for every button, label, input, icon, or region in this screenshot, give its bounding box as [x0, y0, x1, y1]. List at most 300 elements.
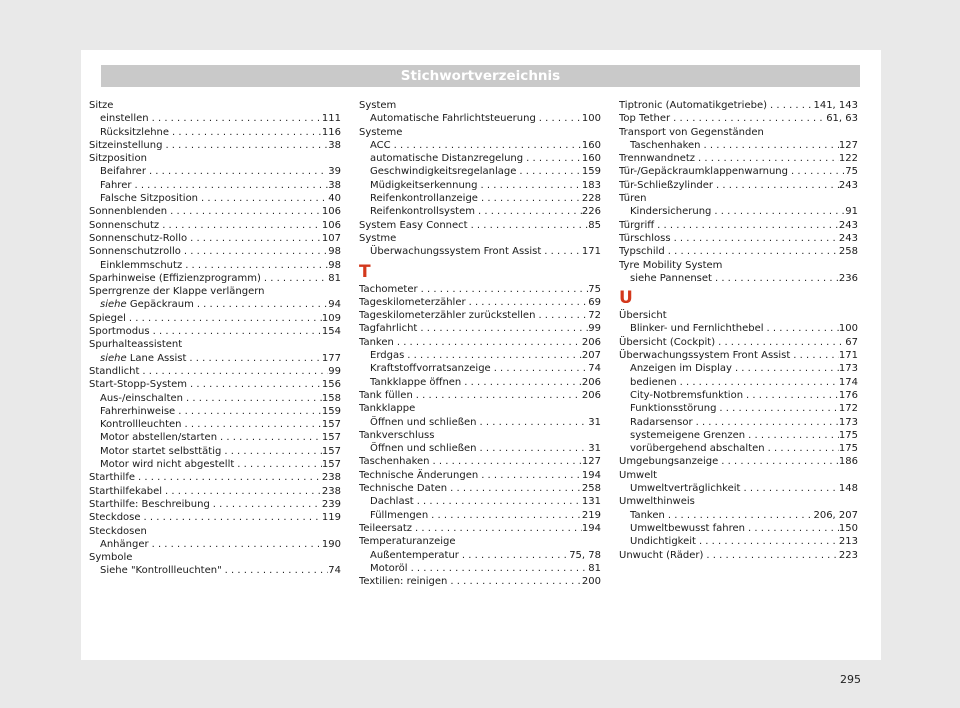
page-reference: 154: [321, 326, 341, 338]
dot-leader: [477, 442, 589, 455]
index-subentry: [359, 376, 601, 389]
index-entry: [89, 312, 341, 325]
page-reference: 119: [321, 512, 341, 524]
index-entry: [619, 259, 858, 272]
page-reference: 72: [588, 310, 601, 322]
index-entry: [89, 219, 341, 232]
entry-term: Umweltverträglichkeit: [630, 483, 741, 495]
entry-term: Technische Daten: [359, 483, 448, 495]
entry-term: Aus-/einschalten: [100, 392, 183, 404]
entry-term: Erdgas: [370, 350, 405, 362]
entry-term: Umgebungsanzeige: [619, 456, 719, 468]
index-subentry: [619, 376, 858, 389]
dot-leader: [713, 179, 839, 192]
entry-term: ACC: [370, 139, 391, 151]
page-reference: 99: [328, 365, 341, 377]
entry-term: System: [359, 100, 397, 111]
entry-term: Tagfahrlicht: [359, 323, 418, 335]
dot-leader: [764, 322, 839, 335]
index-subentry: [619, 402, 858, 415]
index-subentry: [359, 139, 601, 152]
page-reference: 122: [838, 153, 858, 165]
page-reference: 173: [838, 363, 858, 375]
entry-term: bedienen: [630, 376, 677, 388]
page-reference: 61, 63: [826, 113, 858, 125]
entry-term: Radarsensor: [630, 416, 693, 428]
entry-term: Öffnen und schließen: [370, 416, 477, 428]
index-subentry: [619, 272, 858, 285]
dot-leader: [475, 205, 582, 218]
dot-leader: [150, 325, 322, 338]
index-subentry: [359, 362, 601, 375]
entry-term: Außentemperatur: [370, 549, 459, 561]
page-reference: 111: [321, 113, 341, 125]
index-subentry: [89, 431, 341, 444]
entry-term: Geschwindigkeitsregelanlage: [370, 166, 517, 178]
page-reference: 69: [588, 296, 601, 308]
page-reference: 160: [581, 153, 601, 165]
index-subentry: [619, 362, 858, 375]
entry-term: Typschild: [619, 246, 665, 258]
index-subentry: [89, 405, 341, 418]
index-subentry: [619, 389, 858, 402]
page-reference: 109: [321, 312, 341, 324]
index-subentry: [619, 522, 858, 535]
page-reference: 106: [321, 206, 341, 218]
dot-leader: [182, 418, 322, 431]
entry-term: Standlicht: [89, 365, 140, 377]
index-subentry: [89, 165, 341, 178]
dot-leader: [404, 349, 582, 362]
entry-term: Übersicht: [619, 310, 667, 322]
index-subentry: [619, 509, 858, 522]
page-reference: 238: [321, 472, 341, 484]
page-reference: 156: [321, 379, 341, 391]
dot-leader: [139, 365, 328, 378]
index-entry: [359, 126, 601, 139]
entry-term: Motor wird nicht abgestellt: [100, 459, 235, 471]
index-subentry: [619, 429, 858, 442]
index-subentry: [359, 179, 601, 192]
index-entry: [359, 429, 601, 442]
dot-leader: [693, 416, 839, 429]
page-reference: 31: [588, 416, 601, 428]
index-subentry: [89, 259, 341, 272]
dot-leader: [466, 296, 589, 309]
entry-term: Türgriff: [619, 219, 655, 231]
index-entry: [359, 296, 601, 309]
page-reference: 75, 78: [569, 549, 601, 561]
page-reference: 74: [328, 565, 341, 577]
index-entry: [89, 485, 341, 498]
page-reference: 94: [328, 299, 341, 311]
entry-term: einstellen: [100, 113, 149, 125]
page-reference: 186: [838, 456, 858, 468]
index-subentry: [89, 445, 341, 458]
page-reference: 158: [321, 392, 341, 404]
entry-term: Taschenhaken: [359, 456, 430, 468]
dot-leader: [234, 458, 322, 471]
index-subentry: [619, 322, 858, 335]
index-subentry: [359, 495, 601, 508]
section-letter: T: [359, 261, 371, 282]
page-reference: 183: [581, 179, 601, 191]
entry-term: [100, 352, 186, 365]
dot-leader: [461, 376, 582, 389]
entry-term: systemeigene Grenzen: [630, 429, 746, 441]
page-reference: 243: [838, 232, 858, 244]
entry-term: Tankklappe: [359, 403, 416, 415]
entry-term: Anhänger: [100, 538, 149, 550]
entry-term: Tyre Mobility System: [619, 259, 723, 271]
entry-term: Undichtigkeit: [630, 536, 696, 548]
entry-term-text: Gepäckraum: [129, 299, 194, 311]
page-reference: 226: [581, 206, 601, 218]
dot-leader: [745, 522, 839, 535]
entry-term: Umwelt: [619, 469, 658, 481]
index-entry: [359, 219, 601, 232]
index-entry: [359, 575, 601, 588]
entry-term: Spiegel: [89, 312, 126, 324]
page-reference: 207: [581, 350, 601, 362]
entry-term: Einklemmschutz: [100, 259, 183, 271]
page-reference: 157: [321, 432, 341, 444]
page-reference: 174: [838, 376, 858, 388]
index-subentry: [89, 564, 341, 577]
dot-leader: [198, 192, 328, 205]
entry-term: Falsche Sitzposition: [100, 193, 199, 205]
dot-leader: [477, 416, 589, 429]
entry-term: Kindersicherung: [630, 206, 712, 218]
index-entry: [89, 139, 341, 152]
index-subentry: [89, 418, 341, 431]
entry-term: Tank füllen: [359, 389, 413, 401]
page-reference: 38: [328, 139, 341, 151]
entry-term: Starthilfe: Beschreibung: [89, 498, 210, 510]
entry-term: Tankverschluss: [359, 429, 435, 441]
page-reference: 243: [838, 179, 858, 191]
page-reference: 206, 207: [813, 509, 858, 521]
entry-term: Tageskilometerzähler: [359, 296, 466, 308]
index-entry: [89, 525, 341, 538]
page-reference: 194: [581, 522, 601, 534]
index-entry: [89, 152, 341, 165]
entry-term: Sportmodus: [89, 326, 150, 338]
dot-leader: [745, 429, 839, 442]
page-reference: 175: [838, 429, 858, 441]
dot-leader: [417, 322, 588, 335]
entry-term: Sitzposition: [89, 153, 147, 165]
index-entry: [89, 551, 341, 564]
index-entry: [89, 471, 341, 484]
dot-leader: [478, 469, 582, 482]
dot-leader: [765, 442, 839, 455]
dot-leader: [141, 511, 322, 524]
entry-term: Umweltbewusst fahren: [630, 522, 745, 534]
dot-leader: [428, 509, 582, 522]
entry-term: Dachlast: [370, 496, 414, 508]
dot-leader: [743, 389, 839, 402]
entry-term: City-Notbremsfunktion: [630, 389, 744, 401]
dot-leader: [711, 205, 845, 218]
index-subentry: [359, 349, 601, 362]
page-reference: 175: [838, 443, 858, 455]
page-reference: 157: [321, 459, 341, 471]
index-subentry: [619, 205, 858, 218]
index-entry: [359, 309, 601, 322]
index-subentry: [89, 112, 341, 125]
entry-term: Überwachungssystem Front Assist: [619, 350, 791, 362]
dot-leader: [162, 139, 328, 152]
entry-term: Top Tether: [619, 113, 671, 125]
index-subentry: [359, 442, 601, 455]
page-reference: 190: [321, 538, 341, 550]
index-entry: [359, 522, 601, 535]
entry-term: Sonnenblenden: [89, 206, 168, 218]
index-entry: [619, 309, 858, 322]
entry-term: Tachometer: [359, 283, 418, 295]
page-reference: 141, 143: [813, 100, 858, 111]
index-entry: [619, 165, 858, 178]
dot-leader: [715, 336, 845, 349]
entry-term: Motoröl: [370, 562, 408, 574]
page-reference: 160: [581, 139, 601, 151]
page-reference: 67: [845, 336, 858, 348]
dot-leader: [162, 485, 322, 498]
dot-leader: [516, 165, 582, 178]
entry-term: siehe Pannenset: [630, 272, 712, 284]
dot-leader: [696, 535, 839, 548]
dot-leader: [222, 564, 329, 577]
dot-leader: [654, 219, 839, 232]
dot-leader: [413, 389, 582, 402]
entry-term: Reifenkontrollanzeige: [370, 193, 478, 205]
page-reference: 75: [845, 166, 858, 178]
entry-term: Symbole: [89, 552, 133, 564]
dot-leader: [149, 538, 322, 551]
entry-term: Überwachungssystem Front Assist: [370, 246, 542, 258]
entry-term: Starthilfe: [89, 472, 135, 484]
index-entry: [359, 336, 601, 349]
index-subentry: [359, 165, 601, 178]
index-subentry: [359, 509, 601, 522]
dot-leader: [447, 482, 582, 495]
dot-leader: [430, 455, 582, 468]
dot-leader: [695, 152, 839, 165]
dot-leader: [181, 245, 328, 258]
index-entry: [89, 245, 341, 258]
entry-term: Übersicht (Cockpit): [619, 336, 716, 348]
index-entry: [619, 232, 858, 245]
dot-leader: [703, 549, 839, 562]
index-entry: [89, 338, 341, 351]
entry-term: Systme: [359, 232, 397, 244]
page-reference: 81: [328, 272, 341, 284]
entry-term: Funktionsstörung: [630, 403, 717, 415]
dot-leader: [523, 152, 582, 165]
dot-leader: [536, 112, 582, 125]
index-entry: [359, 99, 601, 112]
index-entry: [619, 349, 858, 362]
entry-term: Reifenkontrollsystem: [370, 206, 475, 218]
index-entry: [359, 389, 601, 402]
page-reference: 236: [838, 272, 858, 284]
entry-term: Sonnenschutzrollo: [89, 246, 181, 258]
index-entry: [359, 535, 601, 548]
entry-term: Tageskilometerzähler zurückstellen: [359, 310, 536, 322]
entry-term: Technische Änderungen: [359, 469, 479, 481]
index-entry: [89, 99, 341, 112]
entry-term: Füllmengen: [370, 509, 429, 521]
page-reference: 85: [588, 219, 601, 231]
dot-leader: [478, 179, 582, 192]
index-entry: [619, 469, 858, 482]
page-reference: 157: [321, 445, 341, 457]
dot-leader: [183, 392, 322, 405]
page-reference: 258: [581, 483, 601, 495]
index-subentry: [359, 192, 601, 205]
dot-leader: [478, 192, 582, 205]
dot-leader: [175, 405, 322, 418]
index-entry: [619, 336, 858, 349]
dot-leader: [732, 362, 839, 375]
index-entry: [359, 322, 601, 335]
page-reference: 159: [321, 405, 341, 417]
page-reference: 159: [581, 166, 601, 178]
index-subentry: [619, 139, 858, 152]
dot-leader: [217, 431, 322, 444]
dot-leader: [665, 509, 814, 522]
entry-term: vorübergehend abschalten: [630, 443, 765, 455]
dot-leader: [740, 482, 838, 495]
page-reference: 100: [838, 323, 858, 335]
page-reference: 176: [838, 389, 858, 401]
index-subentry: [89, 392, 341, 405]
entry-term: Rücksitzlehne: [100, 126, 170, 138]
index-entry: [89, 511, 341, 524]
dot-leader: [712, 272, 839, 285]
index-subentry: [619, 482, 858, 495]
page-header: Stichwortverzeichnis: [101, 65, 860, 87]
index-column-1: [89, 99, 341, 578]
page-reference: 127: [838, 139, 858, 151]
index-subentry: [89, 126, 341, 139]
entry-term: Siehe "Kontrollleuchten": [100, 565, 222, 577]
dot-leader: [187, 378, 322, 391]
entry-term: [100, 298, 194, 311]
index-entry: [619, 99, 858, 112]
index-entry: [359, 402, 601, 415]
index-entry: [89, 285, 341, 298]
entry-term: Steckdosen: [89, 525, 147, 537]
entry-term: Systeme: [359, 126, 403, 138]
index-entry: [619, 549, 858, 562]
entry-term: Beifahrer: [100, 166, 146, 178]
entry-term: Fahrer: [100, 179, 132, 191]
index-entry: [619, 152, 858, 165]
entry-term: Tür-Schließzylinder: [619, 179, 714, 191]
entry-term: Textilien: reinigen: [359, 576, 448, 588]
page-reference: 223: [838, 549, 858, 561]
dot-leader: [767, 99, 813, 112]
index-entry: [619, 245, 858, 258]
index-column-2: [359, 99, 601, 588]
index-subentry: [89, 538, 341, 551]
page-reference: 106: [321, 219, 341, 231]
page-reference: 172: [838, 403, 858, 415]
entry-term: Anzeigen im Display: [630, 363, 732, 375]
index-entry: [89, 205, 341, 218]
dot-leader: [790, 349, 839, 362]
page-reference: 213: [838, 536, 858, 548]
dot-leader: [126, 312, 322, 325]
page-reference: 98: [328, 246, 341, 258]
see-reference: siehe: [100, 352, 127, 364]
entry-term: Müdigkeitserkennung: [370, 179, 478, 191]
entry-term: Automatische Fahrlichtsteuerung: [370, 113, 536, 125]
entry-term: Sonnenschutz: [89, 219, 160, 231]
dot-leader: [670, 112, 826, 125]
index-subentry: [619, 442, 858, 455]
index-entry: [359, 482, 601, 495]
entry-term: Temperaturanzeige: [359, 536, 456, 548]
index-subentry: [359, 416, 601, 429]
dot-leader: [408, 562, 589, 575]
index-entry: [89, 272, 341, 285]
entry-term: Trennwandnetz: [619, 153, 696, 165]
page-reference: 219: [581, 509, 601, 521]
page-reference: 131: [581, 496, 601, 508]
dot-leader: [701, 139, 839, 152]
dot-leader: [135, 471, 322, 484]
index-subentry: [359, 152, 601, 165]
page-reference: 206: [581, 336, 601, 348]
page-reference: 177: [321, 352, 341, 364]
page-reference: 74: [588, 363, 601, 375]
entry-term: Motor startet selbsttätig: [100, 445, 222, 457]
index-entry: [89, 378, 341, 391]
page-reference: 171: [838, 350, 858, 362]
index-entry: [359, 232, 601, 245]
dot-leader: [414, 495, 582, 508]
dot-leader: [418, 283, 589, 296]
entry-term: Teileersatz: [359, 522, 413, 534]
page-reference: 116: [321, 126, 341, 138]
entry-term: Türschloss: [619, 232, 671, 244]
page-reference: 238: [321, 485, 341, 497]
page-reference: 171: [581, 246, 601, 258]
dot-leader: [187, 232, 322, 245]
entry-term: Start-Stopp-System: [89, 379, 188, 391]
index-subentry: [359, 549, 601, 562]
page-reference: 40: [328, 193, 341, 205]
entry-term-text: Lane Assist: [129, 352, 187, 364]
page-reference: 206: [581, 389, 601, 401]
entry-term: automatische Distanzregelung: [370, 153, 524, 165]
index-entry: [619, 495, 858, 508]
index-entry: [89, 325, 341, 338]
index-subentry: [619, 416, 858, 429]
index-entry: [89, 498, 341, 511]
entry-term: Starthilfekabel: [89, 485, 163, 497]
page-reference: 127: [581, 456, 601, 468]
dot-leader: [210, 498, 322, 511]
entry-term: Umwelthinweis: [619, 496, 695, 508]
entry-term: Blinker- und Fernlichthebel: [630, 323, 764, 335]
entry-term: Unwucht (Räder): [619, 549, 704, 561]
page-reference: 100: [581, 113, 601, 125]
see-reference: siehe: [100, 299, 127, 311]
